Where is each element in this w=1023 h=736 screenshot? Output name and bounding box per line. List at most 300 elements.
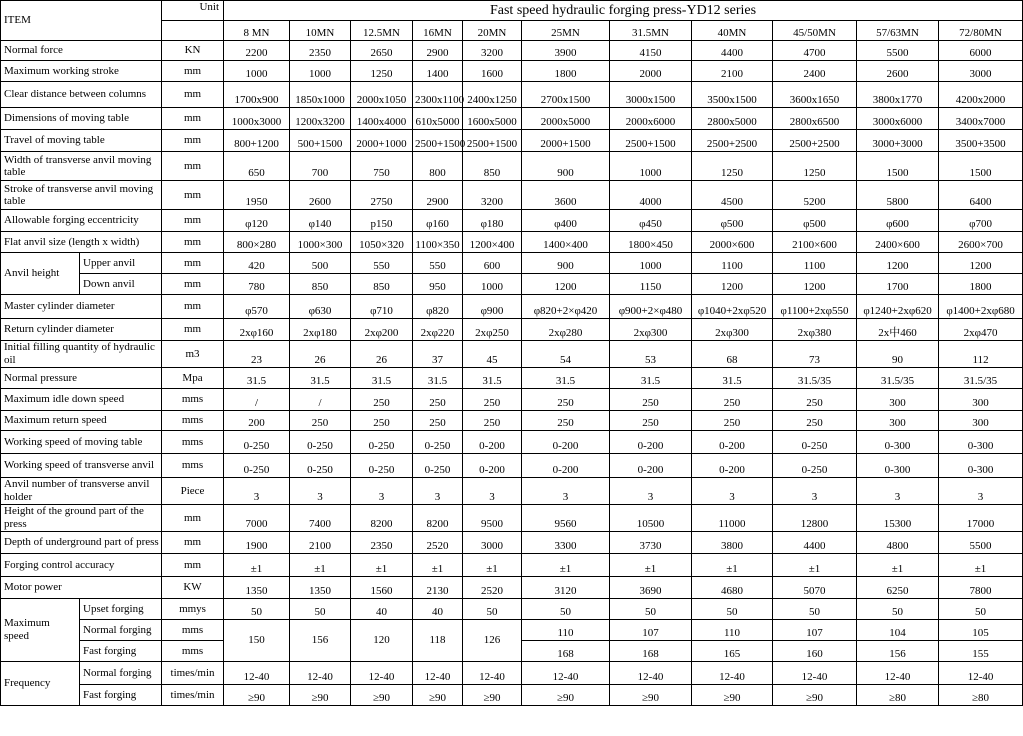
value-cell: 2400 (773, 61, 857, 82)
value-cell: ±1 (351, 554, 413, 577)
value-cell: 1000 (290, 61, 351, 82)
value-cell: 1700x900 (224, 82, 290, 108)
value-cell: φ710 (351, 295, 413, 319)
value-cell: 250 (463, 411, 522, 431)
value-cell: 2xφ470 (939, 319, 1023, 341)
value-cell: ≥80 (939, 685, 1023, 706)
value-cell: 250 (692, 411, 773, 431)
value-cell: φ140 (290, 210, 351, 232)
value-cell: 0-250 (290, 454, 351, 478)
value-cell: 3 (351, 478, 413, 505)
value-cell: 50 (522, 599, 610, 620)
value-cell: 2000+1500 (522, 130, 610, 152)
model-header: 40MN (692, 21, 773, 41)
value-cell: 0-250 (290, 431, 351, 454)
value-cell: 9560 (522, 505, 610, 532)
row-label: Forging control accuracy (1, 554, 162, 577)
value-cell: 1800×450 (610, 232, 692, 253)
value-cell: ≥80 (857, 685, 939, 706)
row-unit: mm (162, 532, 224, 554)
value-cell: 3 (522, 478, 610, 505)
value-cell: 3 (857, 478, 939, 505)
value-cell: 90 (857, 341, 939, 368)
value-cell: 50 (773, 599, 857, 620)
value-cell: 168 (522, 641, 610, 662)
value-cell: φ120 (224, 210, 290, 232)
value-cell: 2200 (224, 41, 290, 61)
row-label: Width of transverse anvil moving table (1, 152, 162, 181)
value-cell: 1200 (857, 253, 939, 274)
value-cell: 15300 (857, 505, 939, 532)
value-cell: 1250 (692, 152, 773, 181)
table-title: Fast speed hydraulic forging press-YD12 series (224, 1, 1023, 21)
value-cell: φ500 (773, 210, 857, 232)
value-cell: 3 (413, 478, 463, 505)
value-cell: 1350 (290, 577, 351, 599)
row-label: Motor power (1, 577, 162, 599)
value-cell: 2600 (857, 61, 939, 82)
table-row (1, 685, 1023, 706)
value-cell: 1100 (773, 253, 857, 274)
value-cell: 1250 (773, 152, 857, 181)
value-cell: ±1 (939, 554, 1023, 577)
value-cell: φ160 (413, 210, 463, 232)
row-label: Upset forging (80, 599, 162, 620)
value-cell: 1560 (351, 577, 413, 599)
value-cell: 107 (610, 620, 692, 641)
value-cell: 31.5/35 (939, 368, 1023, 389)
value-cell: ≥90 (522, 685, 610, 706)
value-cell: 3730 (610, 532, 692, 554)
value-cell: 7000 (224, 505, 290, 532)
value-cell: 800×280 (224, 232, 290, 253)
item-header: ITEM (1, 1, 162, 41)
value-cell: 37 (413, 341, 463, 368)
value-cell: 54 (522, 341, 610, 368)
value-cell: 250 (522, 411, 610, 431)
value-cell: 250 (692, 389, 773, 411)
value-cell: 2xφ200 (351, 319, 413, 341)
value-cell: 950 (413, 274, 463, 295)
value-cell: 11000 (692, 505, 773, 532)
value-cell: 300 (857, 389, 939, 411)
value-cell: 31.5/35 (773, 368, 857, 389)
value-cell: 26 (290, 341, 351, 368)
value-cell: 3200 (463, 181, 522, 210)
value-cell: 0-250 (773, 454, 857, 478)
value-cell: 0-250 (351, 454, 413, 478)
value-cell: 50 (290, 599, 351, 620)
value-cell: 4500 (692, 181, 773, 210)
row-unit: mms (162, 620, 224, 641)
value-cell: φ600 (857, 210, 939, 232)
row-unit: mms (162, 389, 224, 411)
value-cell: 0-250 (224, 431, 290, 454)
value-cell: 5200 (773, 181, 857, 210)
value-cell: 50 (939, 599, 1023, 620)
value-cell: 850 (463, 152, 522, 181)
value-cell: 2xφ280 (522, 319, 610, 341)
row-unit: mm (162, 505, 224, 532)
value-cell: ±1 (857, 554, 939, 577)
value-cell: 1150 (610, 274, 692, 295)
row-label: Anvil number of transverse anvil holder (1, 478, 162, 505)
value-cell: 4200x2000 (939, 82, 1023, 108)
row-unit: mm (162, 319, 224, 341)
value-cell: 250 (351, 389, 413, 411)
value-cell: 1400x4000 (351, 108, 413, 130)
value-cell: 2130 (413, 577, 463, 599)
value-cell: 40 (413, 599, 463, 620)
value-cell: 0-200 (610, 431, 692, 454)
model-header: 45/50MN (773, 21, 857, 41)
table-row (1, 478, 1023, 505)
table-row (1, 295, 1023, 319)
value-cell: ≥90 (692, 685, 773, 706)
value-cell: 3800 (692, 532, 773, 554)
row-label: Working speed of moving table (1, 431, 162, 454)
value-cell: 0-300 (857, 454, 939, 478)
value-cell: φ570 (224, 295, 290, 319)
value-cell: φ1040+2xφ520 (692, 295, 773, 319)
model-header: 8 MN (224, 21, 290, 41)
value-cell: 2500+2500 (692, 130, 773, 152)
model-header: 25MN (522, 21, 610, 41)
model-header: 57/63MN (857, 21, 939, 41)
value-cell: 2600 (290, 181, 351, 210)
value-cell: 1100 (692, 253, 773, 274)
value-cell: 2100 (290, 532, 351, 554)
value-cell: 780 (224, 274, 290, 295)
table-row (1, 108, 1023, 130)
value-cell: 50 (610, 599, 692, 620)
row-unit: Piece (162, 478, 224, 505)
value-cell: 3800x1770 (857, 82, 939, 108)
value-cell: 3900 (522, 41, 610, 61)
value-cell: 1200 (692, 274, 773, 295)
row-unit: KW (162, 577, 224, 599)
value-cell: φ900+2×φ480 (610, 295, 692, 319)
value-cell: 53 (610, 341, 692, 368)
value-cell: 50 (463, 599, 522, 620)
value-cell: 105 (939, 620, 1023, 641)
value-cell: 12-40 (857, 662, 939, 685)
value-cell: 0-200 (692, 454, 773, 478)
value-cell: 12800 (773, 505, 857, 532)
value-cell: 31.5 (290, 368, 351, 389)
value-cell: 2500+1500 (463, 130, 522, 152)
value-cell: 2100 (692, 61, 773, 82)
value-cell: 1200 (939, 253, 1023, 274)
value-cell: 0-300 (857, 431, 939, 454)
value-cell: 3300 (522, 532, 610, 554)
row-label: Master cylinder diameter (1, 295, 162, 319)
row-unit: m3 (162, 341, 224, 368)
value-cell: 0-200 (522, 454, 610, 478)
row-unit: mms (162, 454, 224, 478)
row-unit: times/min (162, 662, 224, 685)
value-cell: 2xφ160 (224, 319, 290, 341)
value-cell: 2xφ180 (290, 319, 351, 341)
value-cell: 2400x1250 (463, 82, 522, 108)
row-unit: mm (162, 295, 224, 319)
value-cell: 12-40 (351, 662, 413, 685)
table-row (1, 319, 1023, 341)
value-cell: 50 (857, 599, 939, 620)
value-cell: 1800 (522, 61, 610, 82)
value-cell: 2000+1000 (351, 130, 413, 152)
value-cell: 4700 (773, 41, 857, 61)
value-cell: 3000x1500 (610, 82, 692, 108)
row-unit: mm (162, 210, 224, 232)
value-cell: 250 (773, 389, 857, 411)
model-header: 12.5MN (351, 21, 413, 41)
value-cell: φ900 (463, 295, 522, 319)
value-cell: 1400 (413, 61, 463, 82)
value-cell: 1050×320 (351, 232, 413, 253)
value-cell: 1600 (463, 61, 522, 82)
value-cell: 250 (290, 411, 351, 431)
row-unit: mms (162, 431, 224, 454)
value-cell: 50 (692, 599, 773, 620)
value-cell: ≥90 (773, 685, 857, 706)
value-cell: 3000 (463, 532, 522, 554)
value-cell: φ1400+2xφ680 (939, 295, 1023, 319)
value-cell: 250 (522, 389, 610, 411)
value-cell: ≥90 (413, 685, 463, 706)
value-cell: / (290, 389, 351, 411)
value-cell: 1950 (224, 181, 290, 210)
value-cell: 12-40 (939, 662, 1023, 685)
value-cell: 850 (351, 274, 413, 295)
row-label: Stroke of transverse anvil moving table (1, 181, 162, 210)
value-cell: 250 (463, 389, 522, 411)
value-cell: 73 (773, 341, 857, 368)
table-row (1, 181, 1023, 210)
value-cell: 3 (463, 478, 522, 505)
value-cell: 750 (351, 152, 413, 181)
model-header: 72/80MN (939, 21, 1023, 41)
value-cell: 3 (290, 478, 351, 505)
value-cell: ±1 (224, 554, 290, 577)
value-cell: 2000x1050 (351, 82, 413, 108)
value-cell: 1700 (857, 274, 939, 295)
value-cell: φ500 (692, 210, 773, 232)
value-cell: 2900 (413, 41, 463, 61)
value-cell: 1200 (522, 274, 610, 295)
row-unit: mm (162, 181, 224, 210)
value-cell: 250 (413, 389, 463, 411)
value-cell: 1600x5000 (463, 108, 522, 130)
value-cell: 0-250 (773, 431, 857, 454)
value-cell: 2xφ220 (413, 319, 463, 341)
value-cell: 600 (463, 253, 522, 274)
row-label: Fast forging (80, 685, 162, 706)
value-cell: 4680 (692, 577, 773, 599)
value-cell: 1800 (939, 274, 1023, 295)
value-cell: 3 (224, 478, 290, 505)
value-cell: 900 (522, 253, 610, 274)
value-cell: 0-300 (939, 454, 1023, 478)
unit-header: Unit (162, 1, 224, 21)
table-row (1, 61, 1023, 82)
value-cell: 3120 (522, 577, 610, 599)
value-cell: 2xφ300 (692, 319, 773, 341)
value-cell-merged: 120 (351, 620, 413, 662)
row-label: Normal force (1, 41, 162, 61)
row-unit: mm (162, 130, 224, 152)
value-cell: 0-250 (224, 454, 290, 478)
row-label: Allowable forging eccentricity (1, 210, 162, 232)
value-cell: 1200×400 (463, 232, 522, 253)
value-cell-merged: 118 (413, 620, 463, 662)
row-unit: mm (162, 82, 224, 108)
value-cell: 300 (857, 411, 939, 431)
value-cell: 50 (224, 599, 290, 620)
value-cell: 31.5 (692, 368, 773, 389)
row-label: Flat anvil size (length x width) (1, 232, 162, 253)
value-cell: ±1 (290, 554, 351, 577)
value-cell: φ820 (413, 295, 463, 319)
value-cell: 550 (413, 253, 463, 274)
value-cell: 1100×350 (413, 232, 463, 253)
value-cell: 6250 (857, 577, 939, 599)
value-cell: φ400 (522, 210, 610, 232)
value-cell: 250 (413, 411, 463, 431)
table-row (1, 274, 1023, 295)
value-cell: 68 (692, 341, 773, 368)
value-cell: φ700 (939, 210, 1023, 232)
table-row (1, 152, 1023, 181)
value-cell: 2650 (351, 41, 413, 61)
row-label: Upper anvil (80, 253, 162, 274)
row-unit: mm (162, 232, 224, 253)
table-row (1, 505, 1023, 532)
value-cell: 3000x6000 (857, 108, 939, 130)
row-label: Clear distance between columns (1, 82, 162, 108)
value-cell: 2000 (610, 61, 692, 82)
value-cell: 104 (857, 620, 939, 641)
value-cell: 1500 (857, 152, 939, 181)
value-cell: 0-300 (939, 431, 1023, 454)
model-header: 20MN (463, 21, 522, 41)
value-cell: 2500+1500 (413, 130, 463, 152)
value-cell: 2400×600 (857, 232, 939, 253)
value-cell: 0-200 (610, 454, 692, 478)
table-row (1, 620, 1023, 641)
row-unit: mm (162, 108, 224, 130)
value-cell: 3 (610, 478, 692, 505)
value-cell: 1200 (773, 274, 857, 295)
value-cell: 850 (290, 274, 351, 295)
value-cell: 3200 (463, 41, 522, 61)
value-cell: 1000 (610, 152, 692, 181)
value-cell: φ1240+2xφ620 (857, 295, 939, 319)
value-cell: 4800 (857, 532, 939, 554)
value-cell: 500 (290, 253, 351, 274)
value-cell: 12-40 (290, 662, 351, 685)
value-cell: 31.5 (463, 368, 522, 389)
row-label: Height of the ground part of the press (1, 505, 162, 532)
table-row (1, 389, 1023, 411)
value-cell: 8200 (413, 505, 463, 532)
value-cell: ±1 (522, 554, 610, 577)
value-cell: φ1100+2xφ550 (773, 295, 857, 319)
value-cell: 12-40 (463, 662, 522, 685)
value-cell: 1400×400 (522, 232, 610, 253)
row-unit: mm (162, 274, 224, 295)
value-cell: 31.5 (610, 368, 692, 389)
value-cell: 200 (224, 411, 290, 431)
value-cell: 1000x3000 (224, 108, 290, 130)
value-cell: 2800x6500 (773, 108, 857, 130)
value-cell: φ820+2×φ420 (522, 295, 610, 319)
value-cell: 4000 (610, 181, 692, 210)
value-cell: 1850x1000 (290, 82, 351, 108)
value-cell: 1000 (610, 253, 692, 274)
table-row (1, 41, 1023, 61)
value-cell: 31.5 (224, 368, 290, 389)
value-cell: 5500 (939, 532, 1023, 554)
value-cell: φ450 (610, 210, 692, 232)
row-unit: mm (162, 152, 224, 181)
value-cell: 9500 (463, 505, 522, 532)
table-row (1, 554, 1023, 577)
value-cell: 6000 (939, 41, 1023, 61)
value-cell: 12-40 (773, 662, 857, 685)
value-cell: 40 (351, 599, 413, 620)
value-cell: 3690 (610, 577, 692, 599)
value-cell: 7800 (939, 577, 1023, 599)
row-unit: mms (162, 411, 224, 431)
value-cell: 4400 (773, 532, 857, 554)
value-cell: 110 (522, 620, 610, 641)
value-cell: 12-40 (610, 662, 692, 685)
value-cell: 2x中460 (857, 319, 939, 341)
value-cell: 2700x1500 (522, 82, 610, 108)
value-cell: p150 (351, 210, 413, 232)
row-label: Dimensions of moving table (1, 108, 162, 130)
table-row (1, 532, 1023, 554)
row-label: Down anvil (80, 274, 162, 295)
model-header: 10MN (290, 21, 351, 41)
value-cell: 0-250 (351, 431, 413, 454)
value-cell: 31.5/35 (857, 368, 939, 389)
value-cell: 26 (351, 341, 413, 368)
value-cell: 168 (610, 641, 692, 662)
value-cell: 2500+1500 (610, 130, 692, 152)
value-cell: 610x5000 (413, 108, 463, 130)
value-cell: 107 (773, 620, 857, 641)
row-label: Depth of underground part of press (1, 532, 162, 554)
table-row (1, 454, 1023, 478)
value-cell-merged: 156 (290, 620, 351, 662)
value-cell: 2800x5000 (692, 108, 773, 130)
value-cell: 160 (773, 641, 857, 662)
header-row-1 (1, 1, 1023, 21)
row-label: Working speed of transverse anvil (1, 454, 162, 478)
table-row (1, 232, 1023, 253)
value-cell: 550 (351, 253, 413, 274)
value-cell: ±1 (610, 554, 692, 577)
value-cell: 4400 (692, 41, 773, 61)
value-cell: 12-40 (522, 662, 610, 685)
value-cell: 5070 (773, 577, 857, 599)
table-row (1, 253, 1023, 274)
value-cell: 300 (939, 389, 1023, 411)
value-cell: 2750 (351, 181, 413, 210)
value-cell: 2520 (413, 532, 463, 554)
